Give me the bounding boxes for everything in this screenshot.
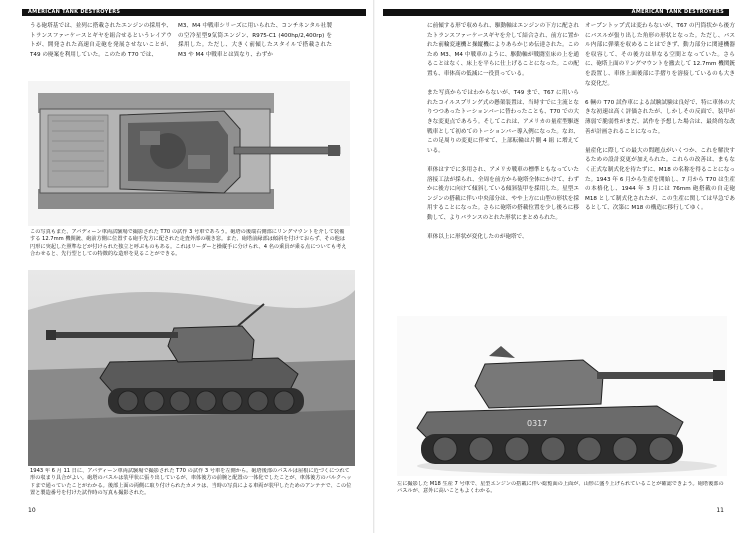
body-text-column-2: M3、M4 中戦車シリーズに用いられた、コンチネンタル社製の空冷星型9気筒エンジン、R975-C1 (400hp/2,400rp) を採用した。ただし、大きく前傾したスタイルで搭載された M3 や M4 中戦車とは異なり、わずか — [178, 23, 332, 58]
vehicle-serial: 0317 — [527, 419, 548, 428]
body-text-column-1: うる砲塔基では、並列に搭載されたエンジンの採用や、トランスファーケースとギヤを組合せるというレイアウトが、開発された高速自走砲を発展させないことが、T49 の廃案を利用していた。このため T70 では、 — [30, 23, 172, 58]
right-page — [375, 0, 750, 533]
running-header: AMERICAN TANK DESTROYERS — [631, 9, 724, 15]
photo-caption: 左に撮影した M18 生産 7 号車で、星型エンジンの搭載に伴い総覧面の上面が、山形に盛り上げられていることが確認できよう。砲塔後部のバスルが、意外に高いこともよくわかる。 — [397, 481, 724, 495]
body-text-column-1: に前傾する形で収められ、駆動軸はエンジンの下方に配されたトランスファーケースギヤを介して結合され、前方に置かれた前輪変速機と操縦機によりあらかじめ伝達された。このため M3、M4 中戦車のように、駆動軸が戦闘室床の上を通ることはなく、床上を平らに仕上げることになった。この配置も、車体高の低減に一役買っている。 また写真からではわからないが、T49 まで、T67 に用いられたコイルスプリング式の懸架装置は、当時すでに主流となりつつあったトーションバーに替わったことも、T70 での大きな変更点であろう。そしてこれは、アメリカの量産型駆逐戦車として初めてのトーションバー導入例になった。なお、この足周りの変更に伴せて、上部転輪は片側 4 組 に増えている。 車体はすでに多用され、アメリカ戦車の標準ともなっていた溶接工法が採られ、全周を前方から砲塔全体にかけて、わずかに後方に向けて傾斜している傾斜装甲を採用した。星型エンジンの搭載に伴い中央部分は、やや上方に山型の形状を採用することになった。さらに砲塔の搭載位置を少し後ろに移動して、よりバランスのとれた形状にまとめられた。 車体以上に形状が変化したのが砲塔で、 — [427, 23, 579, 241]
photo-tank-overhead — [28, 81, 350, 226]
photo-caption-top: この写真もまた、アバディーン車両試験場で撮影された T70 の試作 3 号車であろう。砲塔の後端右側部にリングマウントを介して装備する 12.7mm 機関銃、砲前方側に位置する砲手先方に配された走査外部の覗き窓。また、砲塔前縁部は傾斜を付けておらず、その他は円形に突起した照準などが付けられた独立と呼ぶものもある。これはリーダーと操縦手に分けられ、4 名の乗員が乗る点についても考え合わせると、先行型としての特徴的な造形を見ることができる。 — [30, 229, 347, 258]
page-number: 11 — [716, 507, 724, 514]
body-text-column-2: オープントップ式は変わらないが、T67 の円筒状から後方にバスルが張り出した角形の形状となった。ただし、バスル内部に弾薬を収めることはできず、動力部分に関連機器を収容して、その後方は単なる空間となっていた。さらに、砲塔上面のリングマウントを撤去して 12.7mm 機関銃を設置し、車体上面後部に手摺りを溶接しているのも大きな変化だ。 6 輌の T70 試作車による試験試験は良好で、特に車体の大きな初速は高く評価されたが、しかしその反面で、装甲が薄弱で脆弱性がまだ、試作を予想した場合は、最終的な改善が計画されることになった。 量産化に際しての最大の問題点がいくつか、これを解決するための設計変更が加えられた。これらの改善は、まもなく正式な制式化を待たずに、M18 の名称を得ることになった。1943 年 6 月から生産を開始し、7 月から T70 は生産の本格化し、1944 年 3 月には 76mm 砲搭載の自走砲 M18 として制式化されたが、この生産に関しては早急であるとして、次第に M18 の構造に移行してゆく。 — [585, 23, 735, 212]
running-header: AMERICAN TANK DESTROYERS — [28, 9, 121, 15]
page-number: 10 — [28, 507, 36, 514]
photo-caption-bottom: 1943 年 6 月 11 日に、アバディーン車両試験場で撮影された T70 の試作 3 号車を左側から。砲塔後部のバスルは屋根に近づくにつれて形の収まり具合がよい。砲塔のバスルは装甲状に張り出しているが、車体後方の前腕と配置の一体化でしたことが、車体後方のバルクヘッドまで通っていたことがわかる。後部上面の両側に取り付けられたカメラは、当時の写真による車両が装甲したためのアンテナで、この位置と製造番号を付けた試作時の写真も撮影された。 — [30, 468, 352, 497]
photo-tank-side-field — [28, 270, 355, 466]
photo-m18-side — [397, 316, 727, 476]
